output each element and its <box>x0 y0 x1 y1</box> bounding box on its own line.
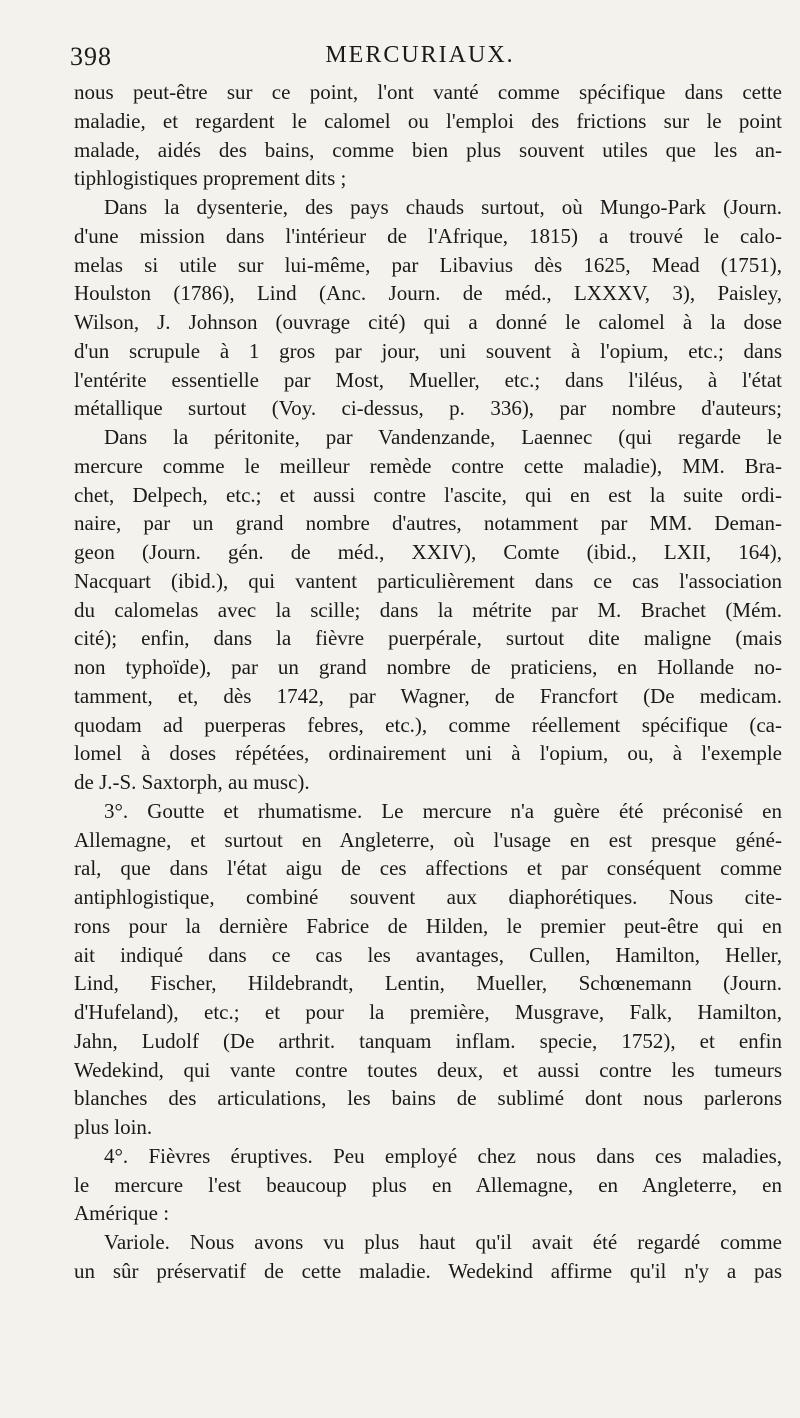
text-line: nous peut-être sur ce point, l'ont vanté comme spécifique dans cette <box>74 80 782 104</box>
text-line: tamment, et, dès 1742, par Wagner, de Francfort (De medicam. <box>74 683 782 708</box>
text-line: d'un scrupule à 1 gros par jour, uni souvent à l'opium, etc.; dans <box>74 338 782 363</box>
text-line: naire, par un grand nombre d'autres, notamment par MM. Deman- <box>74 511 782 536</box>
text-line: ait indiqué dans ce cas les avantages, Cullen, Hamilton, Heller, <box>74 942 782 967</box>
text-line: Variole. Nous avons vu plus haut qu'il avait été regardé comme <box>104 1230 782 1254</box>
text-line: 4°. Fièvres éruptives. Peu employé chez nous dans ces maladies, <box>104 1143 782 1168</box>
text-line: blanches des articulations, les bains de sublimé dont nous parlerons <box>74 1086 782 1111</box>
text-line: Dans la dysenterie, des pays chauds surtout, où Mungo-Park (Journ. <box>104 195 782 219</box>
text-line: 3°. Goutte et rhumatisme. Le mercure n'a guère été préconisé en <box>104 798 782 823</box>
text-line: Wedekind, qui vante contre toutes deux, et aussi contre les tumeurs <box>74 1057 782 1082</box>
text-line: de J.-S. Saxtorph, au musc). <box>74 770 310 794</box>
text-line: d'une mission dans l'intérieur de l'Afrique, 1815) a trouvé le calo- <box>74 223 782 248</box>
text-line: Jahn, Ludolf (De arthrit. tanquam inflam. specie, 1752), et enfin <box>74 1028 782 1053</box>
page-header <box>70 42 770 82</box>
text-line: maladie, et regardent le calomel ou l'emploi des frictions sur le point <box>74 108 782 133</box>
text-line: d'Hufeland), etc.; et pour la première, Musgrave, Falk, Hamilton, <box>74 1000 782 1024</box>
text-line: chet, Delpech, etc.; et aussi contre l'ascite, qui en est la suite ordi- <box>74 482 782 507</box>
text-line: quodam ad puerperas febres, etc.), comme réellement spécifique (ca- <box>74 712 782 737</box>
text-line: le mercure l'est beaucoup plus en Allemagne, en Angleterre, en <box>74 1172 782 1197</box>
text-line: Lind, Fischer, Hildebrandt, Lentin, Mueller, Schœnemann (Journ. <box>74 971 782 996</box>
text-line: plus loin. <box>74 1115 153 1139</box>
body-text <box>74 78 782 1286</box>
text-line: malade, aidés des bains, comme bien plus souvent utiles que les an- <box>74 137 782 162</box>
text-line: antiphlogistique, combiné souvent aux diaphorétiques. Nous cite- <box>74 885 782 909</box>
text-line: Allemagne, et surtout en Angleterre, où l'usage en est presque géné- <box>74 827 782 852</box>
text-line: lomel à doses répétées, ordinairement uni à l'opium, ou, à l'exemple <box>74 741 782 766</box>
text-line: Nacquart (ibid.), qui vantent particulièrement dans ce cas l'association <box>74 568 782 593</box>
text-line: non typhoïde), par un grand nombre de praticiens, en Hollande no- <box>74 655 782 679</box>
text-line: cité); enfin, dans la fièvre puerpérale, surtout dite maligne (mais <box>74 626 782 651</box>
text-line: melas si utile sur lui-même, par Libavius dès 1625, Mead (1751), <box>74 252 782 277</box>
text-line: Amérique : <box>74 1201 170 1226</box>
text-line: rons pour la dernière Fabrice de Hilden, le premier peut-être qui en <box>74 913 782 938</box>
text-line: du calomelas avec la scille; dans la métrite par M. Brachet (Mém. <box>74 597 782 622</box>
text-line: tiphlogistiques proprement dits ; <box>74 166 347 191</box>
text-line: geon (Journ. gén. de méd., XXIV), Comte (ibid., LXII, 164), <box>74 540 782 564</box>
text-line: métallique surtout (Voy. ci-dessus, p. 336), par nombre d'auteurs; <box>74 396 782 421</box>
text-line: Dans la péritonite, par Vandenzande, Laennec (qui regarde le <box>104 425 782 449</box>
running-title: MERCURIAUX. <box>325 42 515 68</box>
text-line: ral, que dans l'état aigu de ces affections et par conséquent comme <box>74 856 782 881</box>
text-line: l'entérite essentielle par Most, Mueller, etc.; dans l'iléus, à l'état <box>74 367 782 392</box>
text-line: Houlston (1786), Lind (Anc. Journ. de méd., LXXXV, 3), Paisley, <box>74 281 782 306</box>
text-line: un sûr préservatif de cette maladie. Wedekind affirme qu'il n'y a pas <box>74 1258 782 1283</box>
text-line: mercure comme le meilleur remède contre cette maladie), MM. Bra- <box>74 453 782 478</box>
text-line: Wilson, J. Johnson (ouvrage cité) qui a donné le calomel à la dose <box>74 310 782 334</box>
page-number: 398 <box>70 42 112 71</box>
